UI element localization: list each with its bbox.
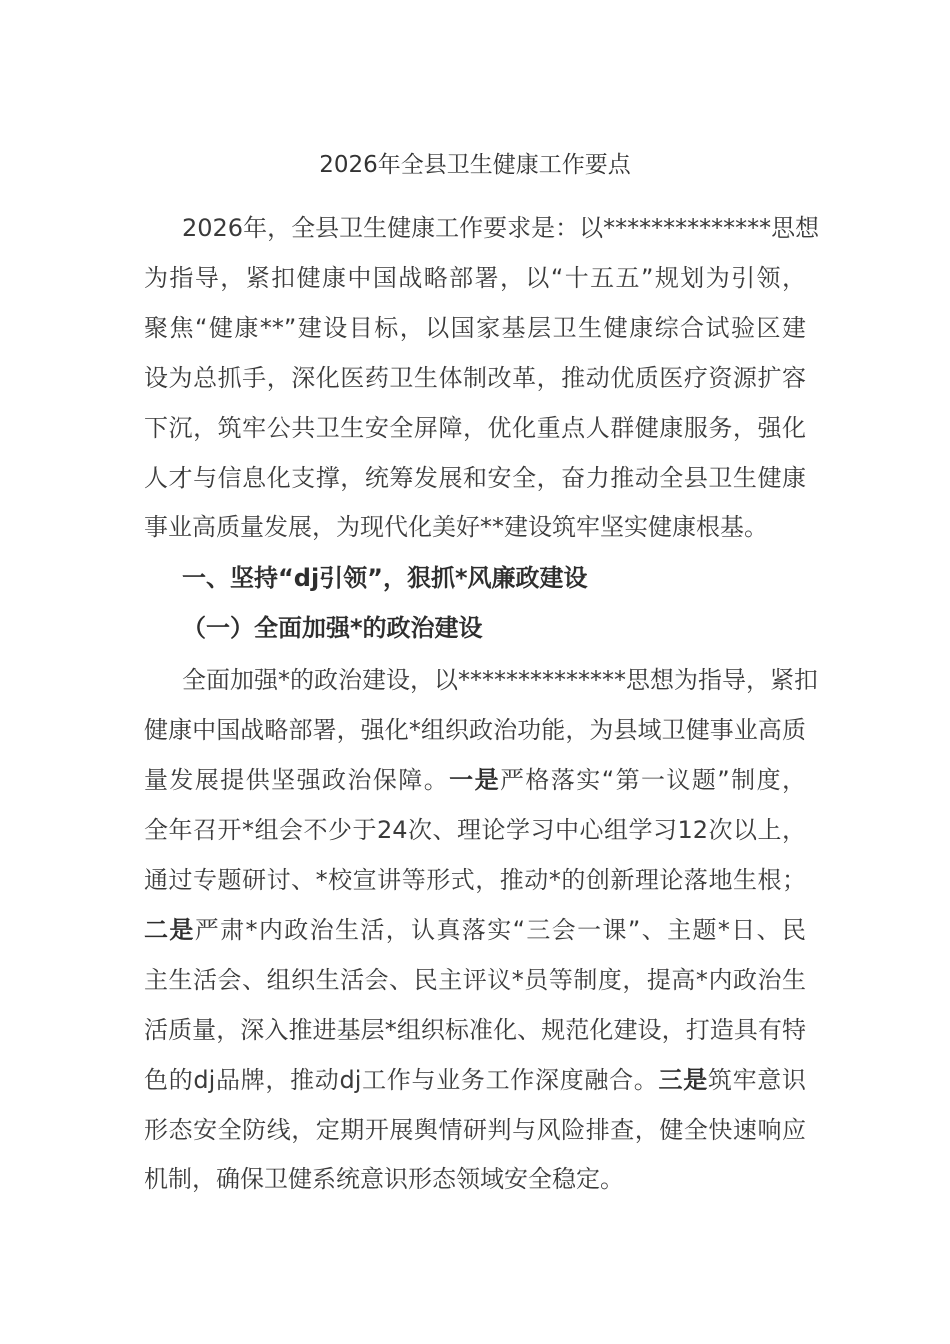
paragraph-line [144,411,806,445]
text-run: 通过专题研讨、*校宣讲等形式，推动*的创新理论落地生根； [144,866,806,894]
text-run: 活质量，深入推进基层*组织标准化、规范化建设，打造具有特 [144,1016,806,1044]
text-run: 为指导，紧扣健康中国战略部署，以“十五五”规划为引领， [144,264,806,292]
paragraph-line [144,863,806,897]
document-title: 2026年全县卫生健康工作要点 [319,152,631,178]
paragraph-line [144,1063,806,1097]
text-run: 设为总抓手，深化医药卫生体制改革，推动优质医疗资源扩容 [144,364,806,392]
paragraph-line [182,211,820,245]
paragraph-line [144,1113,806,1147]
paragraph-line [144,461,806,495]
text-run: 机制，确保卫健系统意识形态领域安全稳定。 [144,1165,624,1193]
text-run: 人才与信息化支撑，统筹发展和安全，奋力推动全县卫生健康 [144,464,806,492]
text-run: 量发展提供坚强政治保障。 [144,766,450,794]
paragraph-line [144,1162,806,1196]
bold-text: 二是 [144,916,195,944]
text-run: 色的dj品牌，推动dj工作与业务工作深度融合。 [144,1066,659,1094]
bold-text: （一）全面加强*的政治建设 [182,614,483,642]
paragraph-line [144,261,806,295]
paragraph-line [144,361,806,395]
bold-text: 一是 [449,766,500,794]
paragraph-line [144,311,806,345]
text-run: 聚焦“健康**”建设目标，以国家基层卫生健康综合试验区建 [144,314,806,342]
bold-text: 一、坚持“dj引领”，狠抓*风廉政建设 [182,564,588,592]
paragraph-line [144,813,806,847]
paragraph-line [144,510,806,544]
text-run: 全面加强*的政治建设，以**************思想为指导，紧扣 [182,666,818,694]
subsection-heading [182,611,483,645]
paragraph-line [144,763,806,797]
paragraph-line [144,963,806,997]
paragraph-line [144,1013,806,1047]
text-run: 健康中国战略部署，强化*组织政治功能，为县域卫健事业高质 [144,716,806,744]
text-run: 形态安全防线，定期开展舆情研判与风险排查，健全快速响应 [144,1116,806,1144]
text-run: 事业高质量发展，为现代化美好**建设筑牢坚实健康根基。 [144,513,768,541]
text-run: 严肃*内政治生活，认真落实“三会一课”、主题*日、民 [194,916,806,944]
paragraph-line [144,713,806,747]
text-run: 下沉，筑牢公共卫生安全屏障，优化重点人群健康服务，强化 [144,414,806,442]
bold-text: 三是 [658,1066,708,1094]
text-run: 主生活会、组织生活会、民主评议*员等制度，提高*内政治生 [144,966,806,994]
text-run: 全年召开*组会不少于24次、理论学习中心组学习12次以上， [144,816,806,844]
text-run: 2026年，全县卫生健康工作要求是：以**************思想 [182,214,820,242]
text-run: 筑牢意识 [707,1066,807,1094]
paragraph-line [182,663,818,697]
paragraph-line [144,913,806,947]
section-heading [182,561,588,595]
text-run: 严格落实“第一议题”制度， [500,766,807,794]
